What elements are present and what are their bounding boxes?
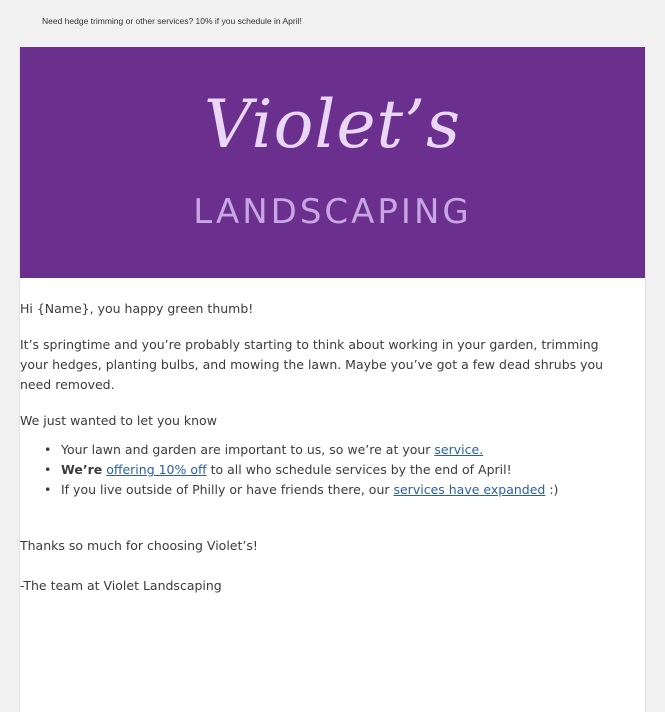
list-item <box>44 460 610 480</box>
lead-text: We just wanted to let you know <box>20 413 217 428</box>
list-item <box>44 480 610 500</box>
bullet-bold-text: We’re <box>61 462 103 477</box>
header-banner <box>20 47 645 278</box>
services-expanded-link[interactable]: services have expanded <box>393 482 546 497</box>
offer-link[interactable]: offering 10% off <box>106 462 207 477</box>
bullet-icon: • <box>44 462 52 477</box>
list-item <box>44 440 610 460</box>
intro-paragraph: It’s springtime and you’re probably starting to think about working in your garden, trimming your hedges, planting bulbs, and mowing the lawn. Maybe you’ve got a few dead shrubs you need removed. <box>20 337 604 392</box>
bullet-icon: • <box>44 442 52 457</box>
signoff-text: -The team at Violet Landscaping <box>20 578 222 593</box>
bullet-list <box>20 440 610 500</box>
service-link[interactable]: service. <box>434 442 484 457</box>
greeting: Hi {Name}, you happy green thumb! <box>20 301 254 316</box>
preheader-text: Need hedge trimming or other services? 10% if you schedule in April! <box>42 16 302 26</box>
thanks-text: Thanks so much for choosing Violet’s! <box>20 538 258 553</box>
logo-title: Violet’s <box>204 86 461 163</box>
bullet-text-after: :) <box>545 482 559 497</box>
bullet-text: Your lawn and garden are important to us, so we’re at your <box>61 442 435 457</box>
logo-subtitle: LANDSCAPING <box>193 192 472 232</box>
bullet-text-after: to all who schedule services by the end of April! <box>206 462 512 477</box>
bullet-text: If you live outside of Philly or have friends there, our <box>61 482 394 497</box>
bullet-icon: • <box>44 482 52 497</box>
email-content <box>20 299 610 596</box>
